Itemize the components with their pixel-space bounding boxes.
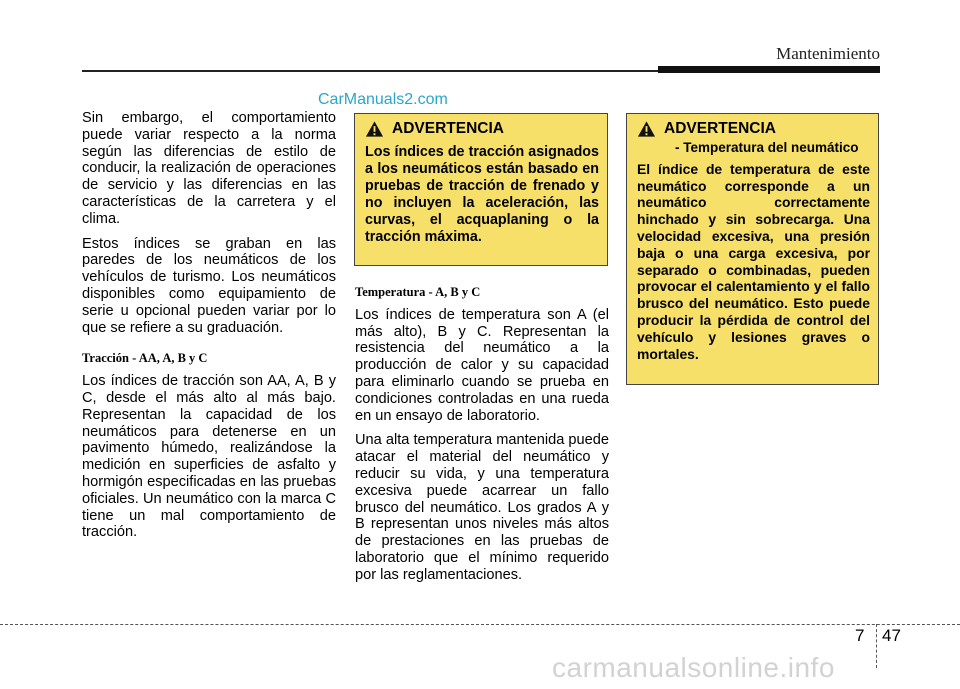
warning-triangle-icon [637,120,656,138]
warning-triangle-icon [365,120,384,138]
warning-body: El índice de temperatura de este neumático corresponde a un neumático correctamente hinchado y sin sobrecarga. Una velocidad excesiva, una presión baja o una carga excesiva, por separado o combinadas, pueden provocar el calentamiento y el fallo brusco del neumático. Esto puede producir la pérdida de control del vehículo y lesiones graves o mortales. [637,160,870,362]
text-column-1 [82,110,336,549]
warning-title: ADVERTENCIA [664,119,776,137]
paragraph: Los índices de tracción son AA, A, B y C, desde el más alto al más bajo. Representan la capacidad de los neumáticos para detenerse en un pavimento húmedo, realizándose la medición en superficies de asfalto y hormigón especificadas en las pruebas oficiales. Un neumático con la marca C tiene un mal comportamiento de tracción. [82,373,336,541]
page-header-title: Mantenimiento [776,44,880,63]
section-subheading-traction: Tracción - AA, A, B y C [82,351,208,366]
warning-body: Los índices de tracción asignados a los neumáticos están basado en pruebas de tracción de frenado y no incluyen la aceleración, las curvas, el acquaplaning o la tracción máxima. [365,144,599,245]
header-rule-accent [658,66,880,73]
text-column-2 [355,284,609,592]
paragraph: Sin embargo, el comportamiento puede variar respecto a la norma según las diferencias de estilo de conducir, la realización de operaciones de servicio y las diferencias en las características de la carretera y el clima. [82,110,336,227]
warning-box-traction [354,113,608,266]
section-subheading-temperature: Temperatura - A, B y C [355,285,481,299]
page-number: 47 [882,626,901,645]
paragraph: Una alta temperatura mantenida puede atacar el material del neumático y reducir su vida, y una temperatura excesiva puede acarrear un fallo brusco del neumático. Los grados A y B representan unos niveles más altos de prestaciones en las pruebas de laboratorio que el mínimo requerido por las reglamentaciones. [355,432,609,583]
watermark-bottom[interactable]: carmanualsonline.info [552,652,835,683]
footer-rule [0,624,960,625]
paragraph: Estos índices se graban en las paredes de los neumáticos de los vehículos de turismo. Los neumáticos disponibles como equipamiento de serie u opcional pueden variar por lo que se refiere a su graduación. [82,235,336,336]
section-number: 7 [855,626,865,645]
warning-title: ADVERTENCIA [392,119,504,137]
page-number-separator [876,624,877,668]
warning-box-temperature [626,113,879,385]
paragraph: Los índices de temperatura son A (el más alto), B y C. Representan la resistencia del neumático a la producción de calor y su capacidad para eliminarlo cuando se prueba en condiciones controladas en una rueda en un ensayo de laboratorio. [355,306,609,424]
watermark-top[interactable]: CarManuals2.com [318,91,448,108]
warning-header [365,120,599,138]
warning-subtitle: - Temperatura del neumático [675,140,859,155]
warning-header [637,120,870,138]
